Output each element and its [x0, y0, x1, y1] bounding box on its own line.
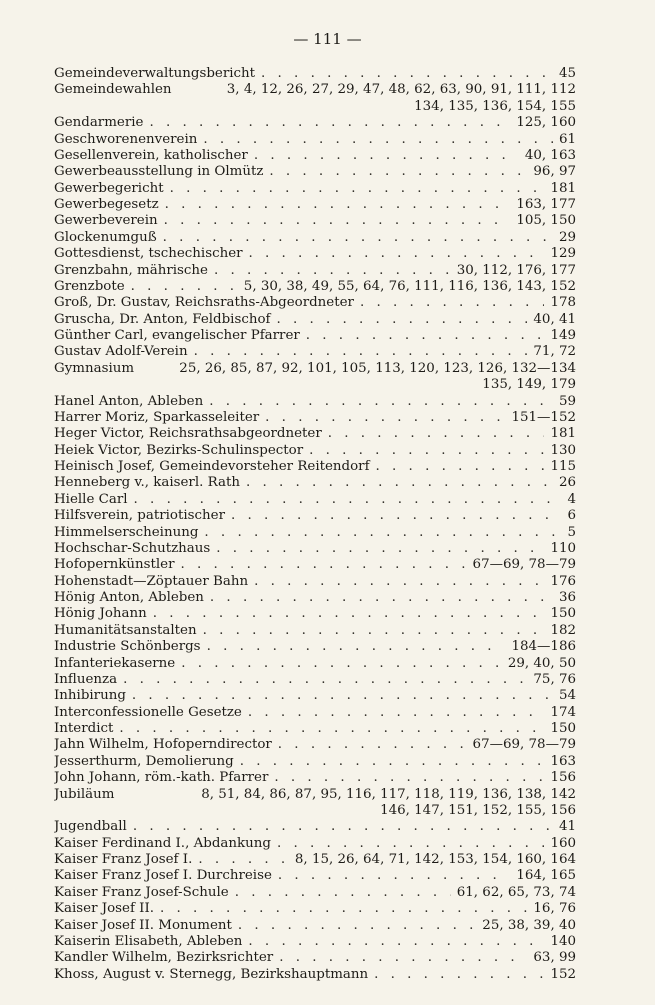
index-entry — [54, 787, 576, 820]
index-entry — [54, 410, 576, 426]
dot-leader — [165, 197, 511, 213]
index-entry — [54, 819, 576, 835]
dot-leader — [248, 705, 545, 721]
index-entry — [54, 312, 576, 328]
index-term: Industrie Schönbergs — [54, 639, 201, 655]
index-entry — [54, 836, 576, 852]
page-number: — 111 — — [293, 30, 362, 48]
index-entry-line — [54, 115, 576, 131]
index-entry-line — [54, 410, 576, 426]
dot-leader — [133, 819, 553, 835]
dot-leader — [181, 656, 502, 672]
index-entry — [54, 295, 576, 311]
index-entry — [54, 770, 576, 786]
index-term: John Johann, röm.-kath. Pfarrer — [54, 770, 269, 786]
index-term: Himmelserscheinung — [54, 524, 199, 540]
index-entry-line — [54, 459, 576, 475]
index-pages: 63, 99 — [533, 950, 576, 966]
index-entry-line — [54, 819, 576, 835]
index-pages: 164, 165 — [516, 868, 576, 884]
dot-leader — [194, 344, 528, 360]
index-pages: 178 — [550, 295, 576, 311]
dot-leader — [131, 279, 238, 295]
index-pages: 30, 112, 176, 177 — [456, 262, 576, 278]
index-term: Gustav Adolf-Verein — [54, 344, 188, 360]
index-entry-line — [54, 541, 576, 557]
dot-leader — [214, 263, 451, 279]
index-term: Hönig Anton, Ableben — [54, 590, 204, 605]
index-entry — [54, 197, 576, 213]
index-entry-line — [54, 475, 576, 491]
index-entry-line — [54, 508, 576, 524]
index-entry-line — [54, 606, 576, 622]
index-entry — [54, 574, 576, 590]
index-entry — [54, 934, 576, 950]
index-pages: 41 — [558, 819, 576, 835]
index-entry-line — [54, 688, 576, 704]
index-entry-line — [54, 492, 576, 508]
index-entry — [54, 721, 576, 737]
dot-leader — [240, 754, 545, 770]
index-entry-line — [54, 279, 576, 295]
index-entry-line — [54, 770, 576, 786]
index-entry — [54, 344, 576, 360]
index-entry-line — [54, 918, 576, 934]
index-term: Gruscha, Dr. Anton, Feldbischof — [54, 311, 271, 327]
index-term: Hielle Carl — [54, 491, 128, 507]
dot-leader — [254, 574, 544, 590]
index-term: Gemeindeverwaltungsbericht — [54, 66, 256, 81]
index-term: Jahn Wilhelm, Hofoperndirector — [54, 737, 272, 753]
dot-leader — [269, 164, 527, 180]
index-term: Groß, Dr. Gustav, Reichsraths-Abgeordneter — [54, 295, 354, 311]
index-pages: 71, 72 — [533, 344, 576, 360]
index-term: Gewerbeausstellung in Olmütz — [54, 164, 264, 180]
index-pages: 59 — [558, 393, 576, 409]
dot-leader — [134, 492, 562, 508]
index-term: Khoss, August v. Sternegg, Bezirkshauptmann — [54, 966, 369, 982]
index-term: Glockenumguß — [54, 229, 157, 245]
index-pages: 40, 163 — [524, 147, 576, 163]
index-entry-line — [54, 754, 576, 770]
dot-leader — [279, 950, 527, 966]
dot-leader — [249, 246, 545, 262]
dot-leader — [328, 426, 545, 442]
index-entry-line — [54, 263, 576, 279]
dot-leader — [164, 213, 511, 229]
index-entry — [54, 656, 576, 672]
index-entry-line — [54, 639, 576, 655]
index-entry-line — [54, 672, 576, 688]
index-pages: 8, 51, 84, 86, 87, 95, 116, 117, 118, 119, 136, 138, 142 — [201, 786, 576, 802]
index-entry — [54, 901, 576, 917]
index-entry-line — [54, 525, 576, 541]
index-term: Gemeindewahlen — [54, 82, 172, 98]
index-entry-line — [54, 590, 576, 606]
index-pages: 36 — [558, 590, 576, 605]
index-entry — [54, 623, 576, 639]
index-pages: 182 — [550, 622, 576, 638]
index-entry-line — [54, 246, 576, 262]
index-pages: 140 — [550, 933, 576, 949]
index-entry-line — [54, 705, 576, 721]
dot-leader — [119, 721, 544, 737]
index-pages: 96, 97 — [533, 164, 576, 180]
index-term: Henneberg v., kaiserl. Rath — [54, 475, 240, 491]
index-entry-line — [54, 181, 576, 197]
dot-leader — [209, 394, 553, 410]
index-entry-line — [54, 394, 576, 410]
dot-leader — [160, 901, 527, 917]
dot-leader — [123, 672, 527, 688]
index-pages: 75, 76 — [533, 671, 576, 687]
index-term: Hönig Johann — [54, 606, 147, 622]
index-pages: 105, 150 — [516, 213, 576, 229]
index-entry-line — [54, 82, 576, 98]
dot-leader — [153, 606, 545, 622]
index-entry — [54, 885, 576, 901]
dot-leader — [204, 525, 561, 541]
index-entry-line — [54, 885, 576, 901]
index-entry — [54, 164, 576, 180]
index-entry-line — [54, 197, 576, 213]
index-entry-line — [54, 656, 576, 672]
index-entry-line — [54, 721, 576, 737]
index-term: Harrer Moriz, Sparkasseleiter — [54, 409, 260, 425]
dot-leader — [254, 148, 519, 164]
dot-leader — [278, 737, 467, 753]
index-term: Kaiser Ferdinand I., Abdankung — [54, 835, 271, 851]
index-term: Kaiser Franz Josef I. — [54, 852, 193, 867]
index-pages: 26 — [558, 475, 576, 491]
index-pages: 54 — [558, 688, 576, 704]
index-entry-line — [54, 868, 576, 884]
index-term: Jubiläum — [54, 786, 115, 802]
dot-leader — [246, 475, 553, 491]
index-pages: 163, 177 — [516, 197, 576, 212]
dot-leader — [170, 181, 545, 197]
index-term: Kaiserin Elisabeth, Ableben — [54, 933, 243, 949]
index-pages: 25, 26, 85, 87, 92, 101, 105, 113, 120, 123, 126, 132—134 — [179, 360, 576, 376]
index-pages: 181 — [550, 180, 576, 196]
index-pages: 176 — [550, 573, 576, 589]
index-pages: 174 — [550, 704, 576, 720]
index-pages: 8, 15, 26, 64, 71, 142, 153, 154, 160, 164 — [294, 852, 576, 867]
index-entry — [54, 115, 576, 131]
index-entry — [54, 606, 576, 622]
index-pages: 150 — [550, 721, 576, 736]
index-pages: 45 — [558, 66, 576, 81]
dot-leader — [181, 557, 467, 573]
index-entry — [54, 230, 576, 246]
index-entry — [54, 705, 576, 721]
index-pages: 149 — [550, 328, 576, 343]
dot-leader — [248, 934, 544, 950]
index-entry — [54, 868, 576, 884]
index-entry-line — [54, 312, 576, 328]
index-term: Hilfsverein, patriotischer — [54, 508, 225, 524]
index-entry — [54, 852, 576, 868]
index-term: Hofopernkünstler — [54, 557, 175, 573]
index-pages: 67—69, 78—79 — [472, 737, 576, 753]
index-term: Heiek Victor, Bezirks-Schulinspector — [54, 442, 304, 458]
dot-leader — [274, 770, 544, 786]
dot-leader — [149, 115, 510, 131]
index-entry — [54, 557, 576, 573]
index-term: Heinisch Josef, Gemeindevorsteher Reitendorf — [54, 459, 370, 474]
dot-leader — [207, 639, 506, 655]
index-entry-line — [54, 852, 576, 868]
index-term: Kandler Wilhelm, Bezirksrichter — [54, 950, 274, 966]
index-pages: 16, 76 — [533, 901, 576, 917]
index-pages: 129 — [550, 246, 576, 262]
index-entry-line — [54, 574, 576, 590]
index-term: Grenzbahn, mährische — [54, 262, 208, 278]
index-pages: 29, 40, 50 — [507, 655, 576, 671]
index-entry-line — [54, 328, 576, 344]
dot-leader — [276, 312, 527, 328]
index-entry — [54, 328, 576, 344]
index-term: Kaiser Josef II. — [54, 901, 154, 917]
index-pages: 25, 38, 39, 40 — [482, 917, 576, 933]
index-entry — [54, 361, 576, 394]
dot-leader — [277, 836, 545, 852]
dot-leader — [374, 967, 544, 983]
index-term: Jugendball — [54, 819, 127, 835]
index-entry — [54, 525, 576, 541]
dot-leader — [132, 688, 553, 704]
index-entry — [54, 492, 576, 508]
dot-leader — [198, 852, 289, 868]
index-pages: 152 — [550, 966, 576, 982]
dot-leader — [306, 328, 545, 344]
index-entry-line — [54, 361, 576, 377]
index-entry — [54, 132, 576, 148]
index-term: Influenza — [54, 671, 118, 687]
index-term: Interdict — [54, 721, 114, 736]
dot-leader — [210, 590, 553, 606]
index-entry-line — [54, 836, 576, 852]
index-entry-line — [54, 66, 576, 82]
index-pages: 115 — [550, 459, 576, 474]
index-entry-line — [54, 557, 576, 573]
index-term: Günther Carl, evangelischer Pfarrer — [54, 328, 300, 343]
index-pages: 61, 62, 65, 73, 74 — [456, 884, 576, 900]
index-entry-line — [54, 901, 576, 917]
index-pages: 125, 160 — [516, 115, 576, 131]
index-entry — [54, 950, 576, 966]
index-pages: 156 — [550, 770, 576, 786]
index-entry — [54, 459, 576, 475]
dot-leader — [265, 410, 505, 426]
index-term: Gewerbegesetz — [54, 197, 159, 212]
index-entry-line — [54, 787, 576, 803]
index-term: Interconfessionelle Gesetze — [54, 704, 242, 720]
index-term: Kaiser Franz Josef I. Durchreise — [54, 868, 272, 884]
index-entry-line — [54, 967, 576, 983]
index-pages: 29 — [558, 229, 576, 245]
index-pages: 151—152 — [511, 409, 576, 425]
dot-leader — [203, 132, 553, 148]
index-pages: 6 — [567, 508, 576, 524]
index-entry — [54, 213, 576, 229]
index-entry — [54, 672, 576, 688]
index-entry — [54, 66, 576, 82]
index-entry-line — [54, 164, 576, 180]
index-entry — [54, 688, 576, 704]
index-entry — [54, 508, 576, 524]
index-pages: 5, 30, 38, 49, 55, 64, 76, 111, 116, 136, 143, 152 — [243, 278, 576, 294]
index-pages: 4 — [567, 491, 576, 507]
dot-leader — [309, 443, 544, 459]
index-term: Gymnasium — [54, 360, 135, 376]
index-pages-continuation: 135, 149, 179 — [482, 377, 576, 393]
dot-leader — [163, 230, 553, 246]
index-entry — [54, 263, 576, 279]
index-pages: 184—186 — [511, 639, 576, 655]
index-entry — [54, 394, 576, 410]
dot-leader — [360, 295, 544, 311]
index-entry — [54, 754, 576, 770]
index-entry-line — [54, 950, 576, 966]
index-term: Hochschar-Schutzhaus — [54, 540, 211, 556]
index-term: Kaiser Josef II. Monument — [54, 917, 232, 933]
index-entry-line — [54, 443, 576, 459]
index-term: Gewerbeverein — [54, 213, 158, 229]
index-entry — [54, 475, 576, 491]
index-term: Gendarmerie — [54, 115, 144, 131]
index-entry — [54, 82, 576, 115]
index-term: Gewerbegericht — [54, 180, 164, 196]
index-entry — [54, 967, 576, 983]
index-entry — [54, 181, 576, 197]
index-entry-line — [54, 934, 576, 950]
index-term: Inhibirung — [54, 688, 126, 704]
index-pages: 163 — [550, 753, 576, 769]
index-entry-line — [54, 623, 576, 639]
index-entry — [54, 426, 576, 442]
index-pages: 130 — [550, 442, 576, 458]
index-pages-continuation: 134, 135, 136, 154, 155 — [414, 98, 576, 114]
index-entry-line — [54, 344, 576, 360]
index-term: Humanitätsanstalten — [54, 622, 197, 638]
index-pages: 61 — [558, 131, 576, 147]
index-term: Gottesdienst, tschechischer — [54, 246, 243, 262]
index-entry-line — [54, 230, 576, 246]
index-pages: 160 — [550, 835, 576, 851]
dot-leader — [376, 459, 545, 475]
index-entry-line — [54, 213, 576, 229]
index-pages: 5 — [567, 524, 576, 540]
index-term: Kaiser Franz Josef-Schule — [54, 884, 229, 900]
index-entry — [54, 279, 576, 295]
dot-leader — [203, 623, 545, 639]
index-pages: 67—69, 78—79 — [472, 557, 576, 573]
index-term: Jesserthurm, Demolierung — [54, 753, 234, 769]
index-entry — [54, 443, 576, 459]
index-term: Hohenstadt—Zöptauer Bahn — [54, 573, 249, 589]
dot-leader — [235, 885, 451, 901]
index-term: Geschworenenverein — [54, 131, 198, 147]
index-term: Hanel Anton, Ableben — [54, 393, 204, 409]
index-pages: 181 — [550, 426, 576, 442]
index-entry-line — [54, 295, 576, 311]
index-pages: 40, 41 — [533, 311, 576, 327]
index-entry — [54, 246, 576, 262]
dot-leader — [261, 66, 553, 82]
index-term: Grenzbote — [54, 278, 125, 294]
index-entry-line — [54, 148, 576, 164]
dot-leader — [216, 541, 544, 557]
index-list — [54, 66, 576, 983]
index-entry-line — [54, 132, 576, 148]
dot-leader — [238, 918, 476, 934]
index-entry — [54, 541, 576, 557]
index-entry-line — [54, 737, 576, 753]
index-pages: 110 — [550, 540, 576, 556]
index-pages: 150 — [550, 606, 576, 622]
dot-leader — [278, 868, 510, 884]
index-entry — [54, 148, 576, 164]
index-entry — [54, 590, 576, 606]
index-term: Gesellenverein, katholischer — [54, 147, 248, 163]
dot-leader — [231, 508, 561, 524]
index-entry — [54, 918, 576, 934]
index-pages-continuation: 146, 147, 151, 152, 155, 156 — [380, 802, 576, 818]
index-entry-line — [54, 426, 576, 442]
index-term: Heger Victor, Reichsrathsabgeordneter — [54, 426, 322, 442]
index-entry — [54, 639, 576, 655]
index-term: Infanteriekaserne — [54, 655, 176, 671]
index-pages: 3, 4, 12, 26, 27, 29, 47, 48, 62, 63, 90, 91, 111, 112 — [226, 82, 576, 98]
index-entry — [54, 737, 576, 753]
